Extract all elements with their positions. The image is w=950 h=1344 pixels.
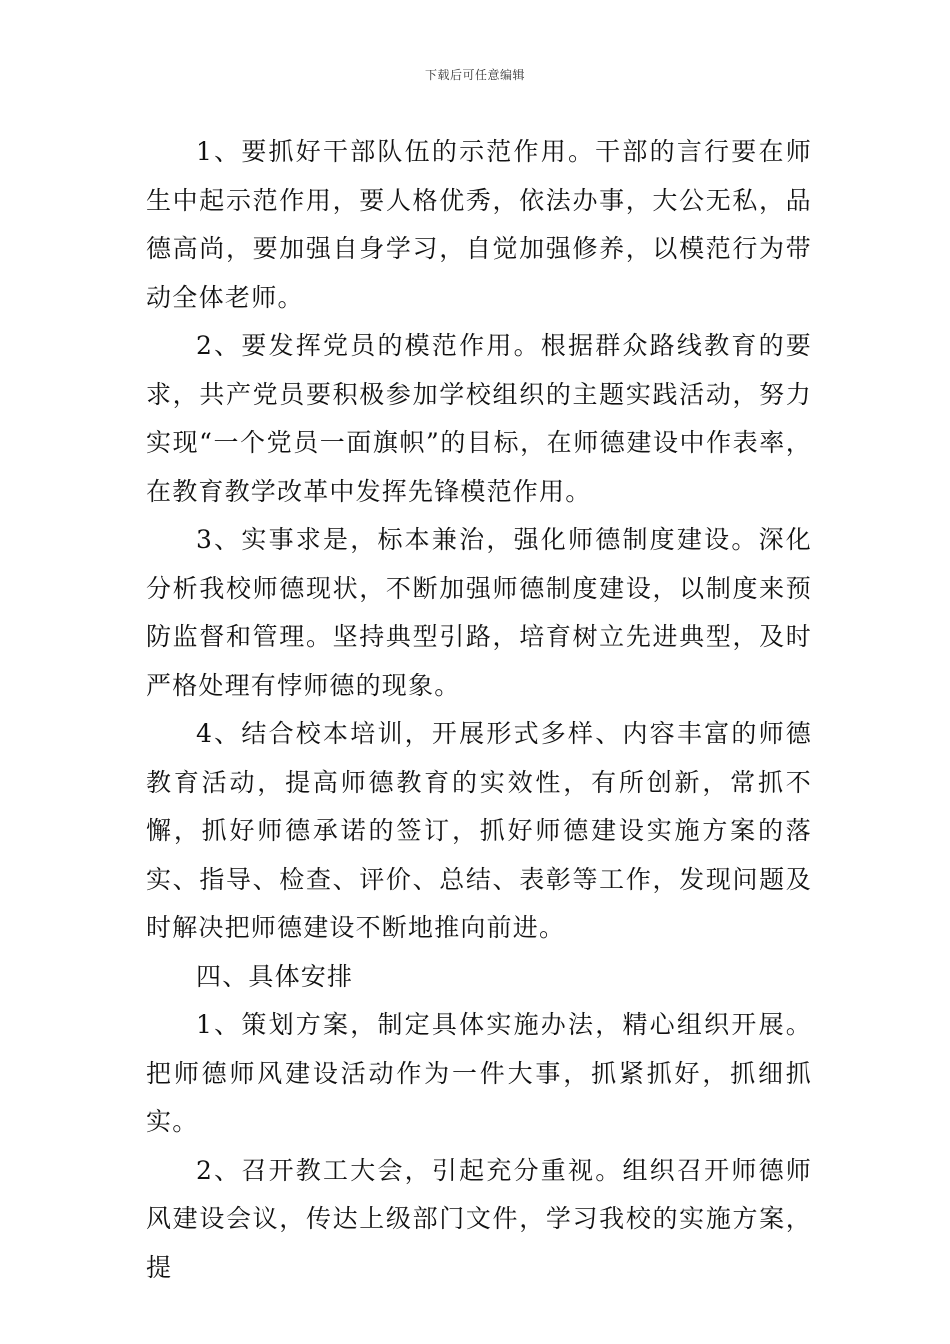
paragraph-training-activities: 4、结合校本培训，开展形式多样、内容丰富的师德教育活动，提高师德教育的实效性，有所创新，常抓不懈，抓好师德承诺的签订，抓好师德建设实施方案的落实、指导、检查、评价、总结、表彰等工作，发现问题及时解决把师德建设不断地推向前进。 (146, 719, 812, 942)
document-body (146, 128, 812, 1292)
paragraph-planning: 1、策划方案，制定具体实施办法，精心组织开展。把师德师风建设活动作为一件大事，抓紧抓好，抓细抓实。 (146, 1010, 812, 1136)
paragraph-cadre-role: 1、要抓好干部队伍的示范作用。干部的言行要在师生中起示范作用，要人格优秀，依法办事，大公无私，品德高尚，要加强自身学习，自觉加强修养，以模范行为带动全体老师。 (146, 137, 812, 312)
paragraph-staff-meeting: 2、召开教工大会，引起充分重视。组织召开师德师风建设会议，传达上级部门文件，学习我校的实施方案，提 (146, 1155, 812, 1282)
paragraph-system-building: 3、实事求是，标本兼治，强化师德制度建设。深化分析我校师德现状，不断加强师德制度建设，以制度来预防监督和管理。坚持典型引路，培育树立先进典型，及时严格处理有悖师德的现象。 (146, 525, 812, 700)
section-heading-arrangements: 四、具体安排 (196, 961, 354, 991)
paragraph-party-member-role: 2、要发挥党员的模范作用。根据群众路线教育的要求，共产党员要积极参加学校组织的主题实践活动，努力实现“一个党员一面旗帜”的目标，在师德建设中作表率，在教育教学改革中发挥先锋模范作用。 (146, 331, 812, 506)
page-header: 下载后可任意编辑 (424, 68, 525, 82)
